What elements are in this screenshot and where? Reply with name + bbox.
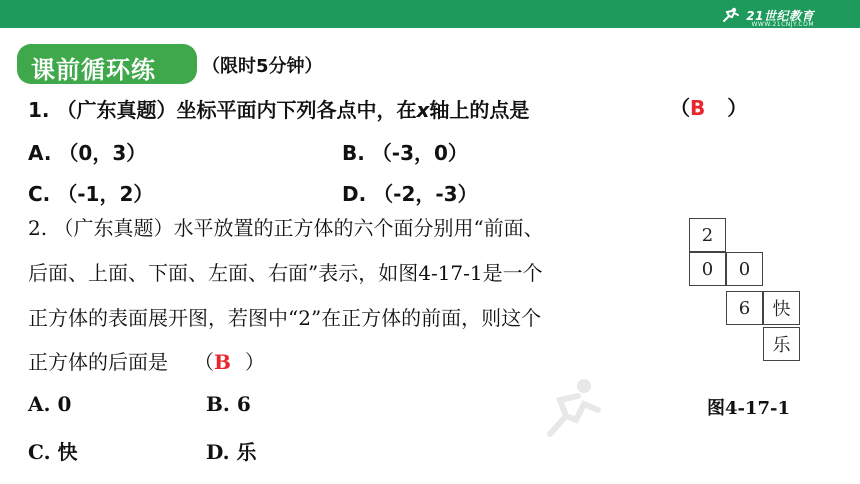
figure-caption: 图4-17-1: [707, 398, 791, 419]
runner-icon: [720, 7, 742, 23]
net-cell-0-left: 0: [689, 252, 726, 286]
q1-answer-slot: [670, 92, 747, 121]
q2-answer: B: [214, 350, 231, 374]
watermark-runner-icon: [540, 374, 610, 444]
net-cell-kuai: 快: [763, 291, 800, 325]
net-cell-0-right: 0: [726, 252, 763, 286]
q2-line-4: [28, 346, 265, 375]
q1-paren-close: ）: [727, 96, 748, 120]
time-limit-note: （限时5分钟）: [202, 56, 323, 77]
q2-option-d: D. 乐: [206, 440, 257, 464]
brand-logo: [720, 6, 814, 28]
q2-option-c: C. 快: [28, 440, 78, 464]
watermark-logo: [540, 374, 610, 448]
net-cell-2: 2: [689, 218, 726, 252]
brand-url: WWW.21CNJY.COM: [751, 21, 814, 28]
q2-line-1: 2. （广东真题）水平放置的正方体的六个面分别用“前面、: [28, 216, 544, 240]
net-cell-6: 6: [726, 291, 763, 325]
q1-var-x: x: [416, 98, 430, 122]
q2-stem-end: 正方体的后面是: [28, 350, 168, 374]
q1-option-b: B. （-3，0）: [342, 141, 468, 165]
q1-option-c: C. （-1，2）: [28, 182, 154, 206]
q2-option-b: B. 6: [206, 392, 251, 416]
section-tag-label: 课前循环练: [31, 56, 156, 84]
net-cell-le: 乐: [763, 327, 800, 361]
top-banner: [0, 0, 860, 28]
q2-paren-close: ）: [244, 350, 265, 374]
q1-answer: B: [690, 96, 706, 120]
q1-paren-open: （: [670, 96, 690, 120]
q2-line-2: 后面、上面、下面、左面、右面”表示，如图4-17-1是一个: [28, 261, 543, 285]
q1-stem: [28, 94, 529, 123]
q1-stem-end: 轴上的点是: [429, 98, 530, 122]
q1-stem-text: 1. （广东真题）坐标平面内下列各点中，在: [28, 98, 417, 122]
q2-line-3: 正方体的表面展开图，若图中“2”在正方体的前面，则这个: [28, 306, 542, 330]
section-tag: [17, 44, 197, 84]
q1-option-d: D. （-2，-3）: [342, 182, 478, 206]
q1-option-a: A. （0，3）: [28, 141, 147, 165]
brand-name: 21世纪教育: [746, 8, 814, 23]
q2-option-a: A. 0: [28, 392, 72, 416]
q2-paren-open: （: [194, 350, 214, 374]
